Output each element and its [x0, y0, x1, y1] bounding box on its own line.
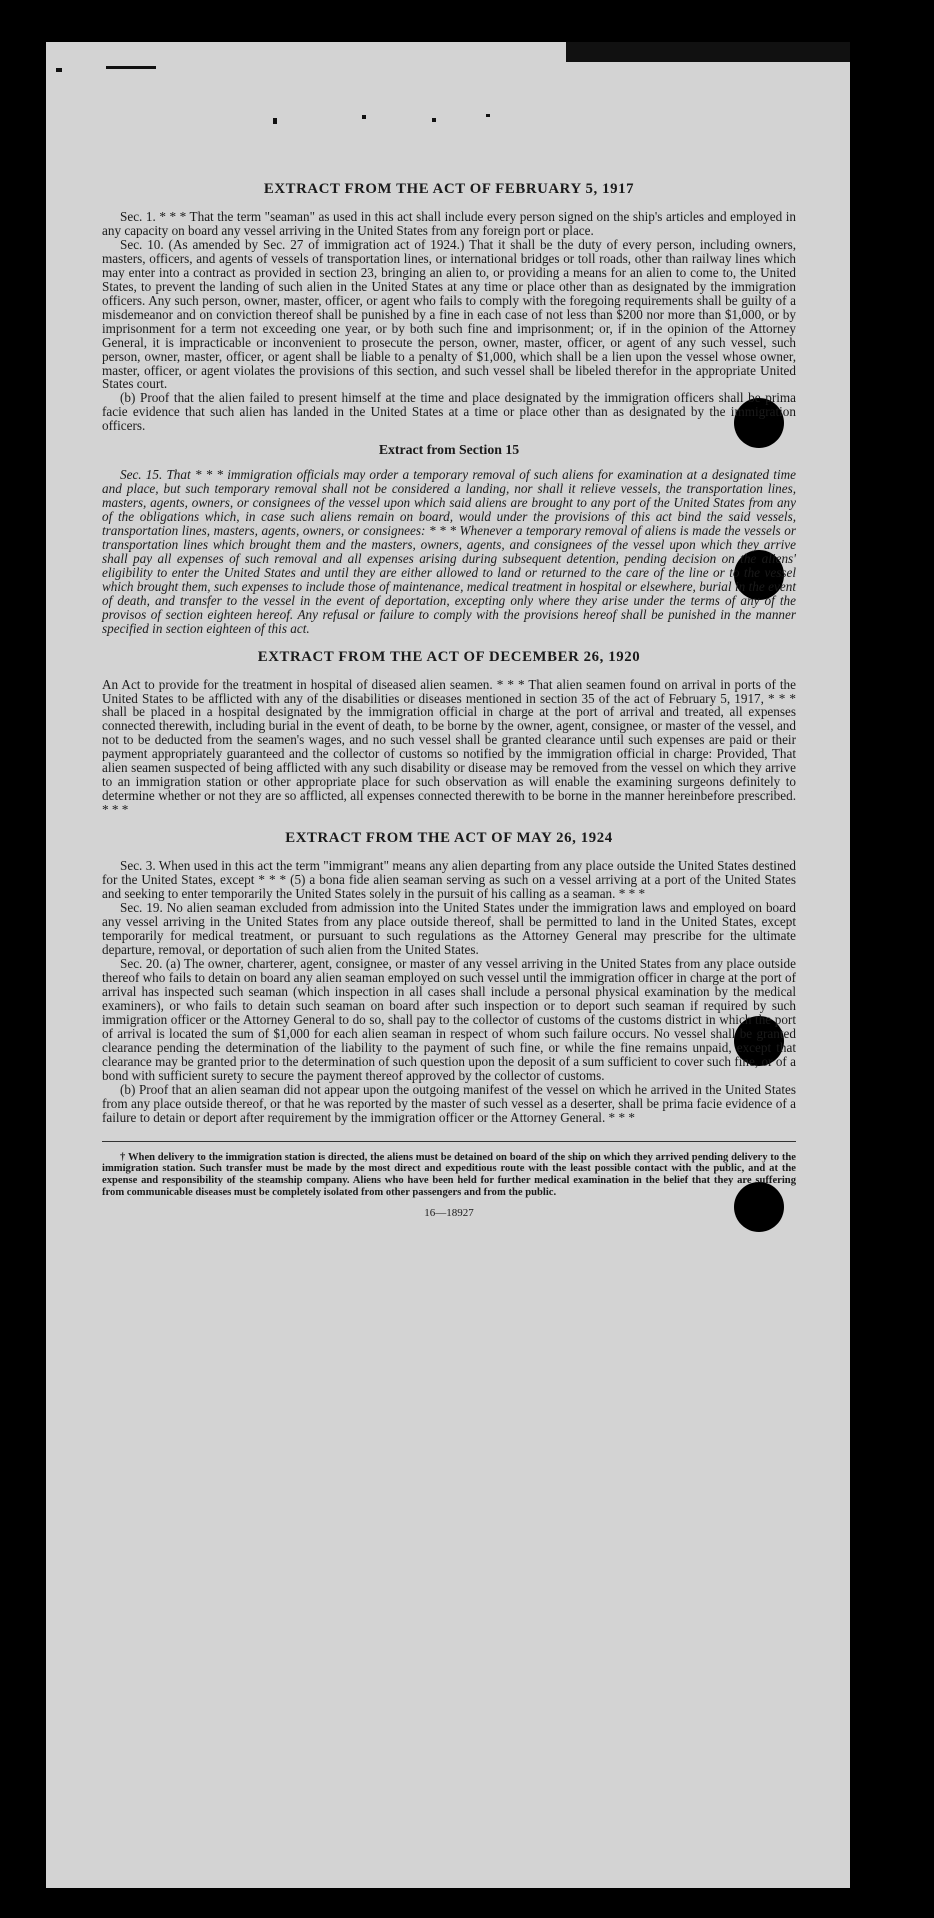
heading-act-1917: EXTRACT FROM THE ACT OF FEBRUARY 5, 1917 — [263, 181, 635, 197]
act-1920-text: An Act to provide for the treatment in hospital of diseased alien seamen. * * * That alien seamen found on arrival in ports of the United States to be afflicted with any of the disabilities or diseases mentioned in section 35 of the act of February 5, 1917, * * * shall be placed in a hospital designated by the immigration official in charge at the port of arrival and treated, all expenses connected therewith, including burial in the event of death, to be borne by the owner, agent, consignee, or master of the vessel, and not to be deducted from the seamen's wages, and no such vessel shall be granted clearance until such expenses are paid or their payment appropriately guaranteed and the collector of customs so notified by the immigration official in charge: Provided, That alien seamen suspected of being afflicted with any such disability or disease may be removed from the vessel on which they arrive to an immigration station or other appropriate place for such observation as will enable the examining surgeons definitely to determine whether or not they are so afflicted, all expenses connected therewith to be borne in the manner hereinbefore prescribed. * * * — [102, 676, 796, 818]
page-number: 16—18927 — [424, 1207, 474, 1220]
section-20-b: (b) Proof that an alien seaman did not appear upon the outgoing manifest of the vessel on which he arrived in the United States from any place outside thereof, or that he was reported by the master of such vessel as a deserter, shall be prima facie evidence of a failure to detain or deport after requirement by the immigration officer or the Attorney General. * * * — [102, 1081, 796, 1125]
scan-smudge — [566, 42, 850, 62]
section-15: Sec. 15. That * * * immigration officials may order a temporary removal of such aliens for examination at a designated time and place, but such temporary removal shall not be considered a landing, nor shall it relieve vessels, the transportation lines, masters, agents, owners, or consignees of the vessel upon which said aliens are brought to any port of the United States from any of the obligations which, in case such aliens remain on board, would under the provisions of this act bind the said vessels, transportation lines, masters, agents, owners, or consignees: * * * Whenever a temporary removal of aliens is made the vessels or transportation lines which brought them and the masters, owners, agents, and consignees of the vessel upon which they arrive shall pay all expenses of such removal and all expenses arising during subsequent detention, pending decision on the aliens' eligibility to enter the United States and until they are either allowed to land or returned to the care of the line or to the vessel which brought them, such expenses to include those of maintenance, medical treatment in hospital or elsewhere, burial in the event of death, and transfer to the vessel in the event of deportation, excepting only where they arise under the terms of any of the provisos of section eighteen hereof. Any refusal or failure to comply with the provisions hereof shall be punished in the manner specified in section eighteen of this act. — [102, 467, 796, 636]
section-19: Sec. 19. No alien seaman excluded from admission into the United States under the immigration laws and employed on board any vessel arriving in the United States from any place outside thereof, shall be permitted to land in the United States, except temporarily for medical treatment, or pursuant to such regulations as the Attorney General may prescribe for the ultimate departure, removal, or deportation of such alien from the United States. — [102, 899, 796, 957]
scan-smudge — [106, 66, 156, 69]
scan-smudge — [362, 115, 366, 119]
scan-smudge — [56, 68, 62, 72]
heading-act-1924: EXTRACT FROM THE ACT OF MAY 26, 1924 — [285, 830, 613, 847]
section-10-b: (b) Proof that the alien failed to present himself at the time and place designated by the immigration officers shall be prima facie evidence that such alien has landed in the United States at a time or place other than as designated by the immigration officers. — [102, 390, 796, 434]
footnote: † When delivery to the immigration station is directed, the aliens must be detained on board of the ship on which they arrived pending delivery to the immigration station. Such transfer must be made by the most direct and expeditious route with the least possible contact with the public, and at the expense and responsibility of the steamship company. Aliens who have been held for further medical examination in the belief that they are suffering from communicable diseases must be completely isolated from other passengers and from the public. — [102, 1151, 796, 1198]
section-10: Sec. 10. (As amended by Sec. 27 of immigration act of 1924.) That it shall be the duty of every person, including owners, masters, officers, and agents of vessels of transportation lines, or international bridges or toll roads, other than railway lines which may enter into a contract as provided in section 23, bringing an alien to, or providing a means for an alien to come to, the United States, to prevent the landing of such alien in the United States at any time or place other than as designated by the immigration officers. Any such person, owner, master, officer, or agent who fails to comply with the foregoing requirements shall be guilty of a misdemeanor and on conviction thereof shall be punished by a fine in each case of not less than $200 nor more than $1,000, or by imprisonment for a term not exceeding one year, or by both such fine and imprisonment; or, if in the opinion of the Attorney General, it is impracticable or inconvenient to prosecute the person, owner, master, officer, or agent of any such vessel, such person, owner, master, officer, or agent shall be liable to a penalty of $1,000, which shall be a lien upon the vessel whose owner, master, officer, or agent violates the provisions of this section, and such vessel shall be libeled therefor in the appropriate United States court. — [102, 236, 796, 392]
document-page — [46, 42, 850, 1888]
document-text — [102, 182, 796, 1220]
scan-smudge — [273, 118, 277, 124]
heading-act-1920: EXTRACT FROM THE ACT OF DECEMBER 26, 1920 — [257, 648, 641, 665]
scan-smudge — [432, 118, 436, 122]
section-1: Sec. 1. * * * That the term "seaman" as used in this act shall include every person signed on the ship's articles and employed in any capacity on board any vessel arriving in the United States from any foreign port or place. — [102, 208, 796, 238]
heading-section-15: Extract from Section 15 — [378, 442, 520, 458]
footnote-divider — [102, 1141, 796, 1142]
section-3: Sec. 3. When used in this act the term "immigrant" means any alien departing from any place outside the United States destined for the United States, except * * * (5) a bona fide alien seaman serving as such on a vessel arriving at a port of the United States and seeking to enter temporarily the United States solely in the pursuit of his calling as a seaman. * * * — [102, 858, 796, 901]
scan-smudge — [486, 114, 490, 117]
section-20-a: Sec. 20. (a) The owner, charterer, agent, consignee, or master of any vessel arriving in the United States from any place outside thereof who fails to detain on board any alien seaman employed on such vessel until the immigration officer in charge at the port of arrival has inspected such seaman (which inspection in all cases shall include a personal physical examination by the medical examiners), or who fails to detain such seaman on board after such inspection or to deport such seaman if required by such immigration officer or the Attorney General to do so, shall pay to the collector of customs of the customs district in which the port of arrival is located the sum of $1,000 for each alien seaman in respect of whom such failure occurs. No vessel shall be granted clearance pending the determination of the liability to the payment of such fine, or while the fine remains unpaid, except that clearance may be granted prior to the determination of such question upon the deposit of a sum sufficient to cover such fine, or of a bond with sufficient surety to secure the payment thereof approved by the collector of customs. — [102, 955, 796, 1083]
